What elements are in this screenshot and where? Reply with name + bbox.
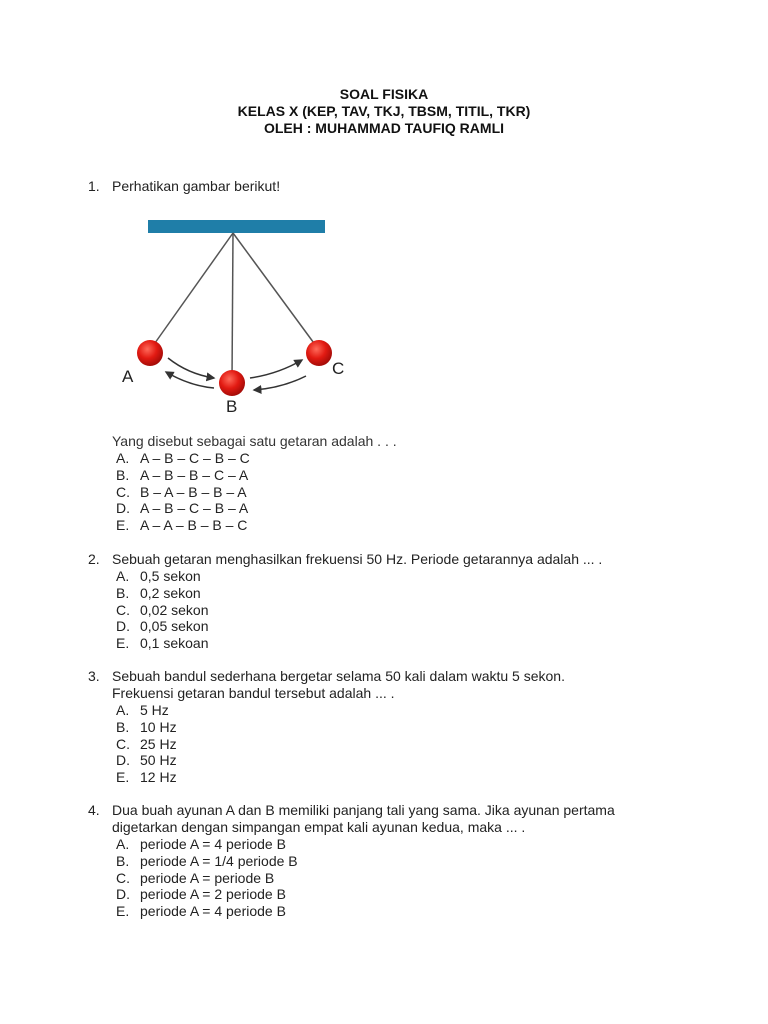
option-letter: C. (116, 869, 130, 886)
option-letter: B. (116, 718, 130, 735)
option-c[interactable] (112, 870, 615, 887)
option-text: 25 Hz (140, 735, 177, 752)
pendulum-ball-c (306, 340, 332, 366)
label-b: B (226, 397, 238, 416)
question-text: digetarkan dengan simpangan empat kali ayunan kedua, maka ... . (112, 819, 526, 835)
option-b[interactable] (112, 719, 565, 736)
option-b[interactable] (112, 467, 250, 484)
option-d[interactable] (112, 618, 602, 635)
option-text: 50 Hz (140, 752, 177, 769)
string-c (233, 233, 319, 350)
option-text: A – B – C – B – A (140, 500, 249, 517)
option-text: 0,05 sekon (140, 618, 209, 635)
option-c[interactable] (112, 602, 602, 619)
option-text: 0,2 sekon (140, 584, 201, 601)
option-text: 12 Hz (140, 769, 177, 786)
option-text: periode A = 4 periode B (140, 903, 286, 920)
question-body (112, 668, 565, 786)
document-header (0, 86, 768, 137)
option-c[interactable] (112, 484, 250, 501)
option-letter: A. (116, 450, 130, 466)
swing-arrow-c-to-b (254, 376, 306, 390)
option-d[interactable] (112, 886, 615, 903)
header-title: SOAL FISIKA (339, 86, 429, 102)
swing-arrow-a-to-b (168, 358, 214, 378)
option-text: A – A – B – B – C (140, 517, 248, 534)
pendulum-figure (110, 212, 360, 422)
option-text: B – A – B – B – A (140, 483, 247, 500)
option-letter: A. (116, 702, 130, 718)
header-author: OLEH : MUHAMMAD TAUFIQ RAMLI (263, 120, 505, 136)
option-e[interactable] (112, 517, 250, 534)
option-letter: E. (116, 635, 130, 652)
label-a: A (122, 367, 134, 386)
option-text: 0,02 sekon (140, 601, 209, 618)
option-text: periode A = 2 periode B (140, 886, 286, 903)
label-c: C (332, 359, 345, 378)
option-letter: C. (116, 601, 130, 618)
option-e[interactable] (112, 903, 615, 920)
option-letter: D. (116, 752, 130, 769)
option-a[interactable] (112, 702, 565, 719)
question-text: Sebuah bandul sederhana bergetar selama 50 kali dalam waktu 5 sekon. (112, 668, 565, 684)
option-letter: A. (116, 568, 130, 584)
option-text: 0,5 sekon (140, 568, 201, 584)
question-text: Dua buah ayunan A dan B memiliki panjang tali yang sama. Jika ayunan pertama (112, 802, 615, 818)
question-body (112, 551, 602, 652)
option-text: periode A = periode B (140, 869, 275, 886)
option-letter: B. (116, 466, 130, 483)
option-letter: E. (116, 517, 130, 534)
option-a[interactable] (112, 568, 602, 585)
question-text: Sebuah getaran menghasilkan frekuensi 50 Hz. Periode getarannya adalah ... . (112, 551, 603, 567)
header-class: KELAS X (KEP, TAV, TKJ, TBSM, TITIL, TKR) (237, 103, 531, 119)
swing-arrow-b-to-a (166, 372, 214, 388)
swing-arrow-b-to-c (250, 360, 302, 378)
pendulum-support-bar (148, 220, 325, 233)
question-text: Frekuensi getaran bandul tersebut adalah ... . (112, 685, 395, 701)
option-letter: B. (116, 584, 130, 601)
option-text: A – B – B – C – A (140, 466, 249, 483)
option-e[interactable] (112, 769, 565, 786)
question-number: 4. (88, 802, 100, 818)
question-3-options (112, 702, 565, 786)
option-a[interactable] (112, 450, 250, 467)
option-text: A – B – C – B – C (140, 450, 250, 466)
option-letter: C. (116, 483, 130, 500)
option-letter: D. (116, 618, 130, 635)
question-number: 2. (88, 551, 100, 567)
option-text: 0,1 sekoan (140, 635, 209, 652)
option-b[interactable] (112, 853, 615, 870)
question-4-options (112, 836, 615, 920)
option-text: periode A = 1/4 periode B (140, 852, 298, 869)
question-number: 3. (88, 668, 100, 684)
option-c[interactable] (112, 736, 565, 753)
question-2-options (112, 568, 602, 652)
option-letter: A. (116, 836, 130, 852)
option-e[interactable] (112, 635, 602, 652)
option-b[interactable] (112, 585, 602, 602)
option-letter: D. (116, 500, 130, 517)
question-body (112, 802, 615, 920)
option-letter: B. (116, 852, 130, 869)
option-letter: C. (116, 735, 130, 752)
option-d[interactable] (112, 500, 250, 517)
option-text: periode A = 4 periode B (140, 836, 286, 852)
option-text: 5 Hz (140, 702, 169, 718)
question-intro: Perhatikan gambar berikut! (112, 178, 281, 194)
string-b (232, 233, 233, 380)
pendulum-ball-b (219, 370, 245, 396)
option-letter: E. (116, 769, 130, 786)
question-1-stem: Yang disebut sebagai satu getaran adalah . . . (112, 433, 397, 449)
option-d[interactable] (112, 752, 565, 769)
option-a[interactable] (112, 836, 615, 853)
string-a (150, 233, 233, 350)
question-number: 1. (88, 178, 100, 194)
option-letter: D. (116, 886, 130, 903)
pendulum-ball-a (137, 340, 163, 366)
option-letter: E. (116, 903, 130, 920)
option-text: 10 Hz (140, 718, 177, 735)
question-1-options (112, 450, 250, 534)
